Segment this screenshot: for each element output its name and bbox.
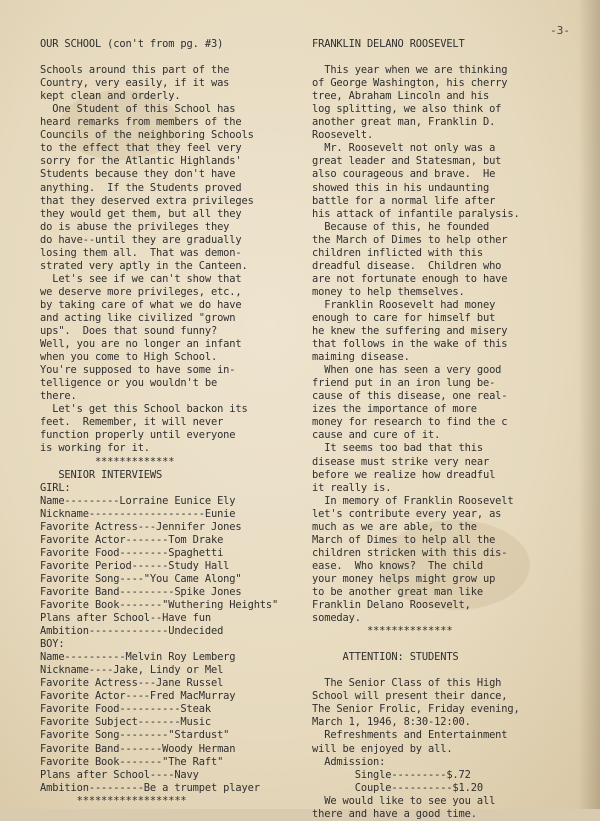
right-column-line: much as we are able, to the xyxy=(312,520,477,533)
left-column-line: and acting like civilized "grown xyxy=(40,311,236,324)
left-column-line: Name---------Lorraine Eunice Ely xyxy=(40,494,236,507)
left-column-line: Nickname----Jake, Lindy or Mel xyxy=(40,664,224,677)
left-column-line: Plans after School----Navy xyxy=(40,768,199,781)
left-column-line: Favorite Subject-------Music xyxy=(40,716,211,729)
right-column-line: Admission: xyxy=(312,755,386,768)
left-column-line: we deserve more privileges, etc., xyxy=(40,285,242,298)
right-column-line: School will present their dance, xyxy=(312,690,508,703)
right-column-line: dreadful disease. Children who xyxy=(312,259,502,272)
right-column-line: log splitting, we also think of xyxy=(312,103,502,116)
right-column-line: Franklin Roosevelt had money xyxy=(312,298,496,311)
left-column-line: Favorite Food--------Spaghetti xyxy=(40,546,224,559)
right-column-line: It seems too bad that this xyxy=(312,442,483,455)
left-column-line: there. xyxy=(40,390,77,403)
right-column-line: The Senior Frolic, Friday evening, xyxy=(312,703,520,716)
left-column-line: Favorite Actress---Jane Russel xyxy=(40,677,224,690)
left-column-line: telligence or you wouldn't be xyxy=(40,377,218,390)
right-column-line: it really is. xyxy=(312,481,392,494)
left-column-line: feet. Remember, it will never xyxy=(40,416,224,429)
left-column-line: function properly until everyone xyxy=(40,429,236,442)
right-column-line: let's contribute every year, as xyxy=(312,507,502,520)
left-column-line: Favorite Actress---Jennifer Jones xyxy=(40,520,242,533)
left-column-line: SENIOR INTERVIEWS xyxy=(40,468,163,481)
right-column-line: March 1, 1946, 8:30-12:00. xyxy=(312,716,471,729)
right-column-line: he knew the suffering and misery xyxy=(312,325,508,338)
right-column-line: Because of this, he founded xyxy=(312,220,490,233)
right-column-line: his attack of infantile paralysis. xyxy=(312,207,520,220)
right-column-line: ease. Who knows? The child xyxy=(312,559,483,572)
left-column-line: Favorite Period------Study Hall xyxy=(40,559,230,572)
page-edge-shadow xyxy=(578,0,600,809)
left-column-line: GIRL: xyxy=(40,481,71,494)
right-column-line: cause and cure of it. xyxy=(312,429,441,442)
right-column-line: children stricken with this dis- xyxy=(312,546,508,559)
left-column-line: Favorite Book-------"Wuthering Heights" xyxy=(40,599,279,612)
right-column-line: The Senior Class of this High xyxy=(312,677,502,690)
right-column-line: showed this in his undaunting xyxy=(312,181,490,194)
right-column-line: enough to care for himself but xyxy=(312,311,496,324)
left-column-line: Let's get this School backon its xyxy=(40,403,248,416)
left-column-line: Plans after School--Have fun xyxy=(40,612,211,625)
right-column-line: FRANKLIN DELANO ROOSEVELT xyxy=(312,38,465,50)
right-column-line: the March of Dimes to help other xyxy=(312,233,508,246)
right-column-line: In memory of Franklin Roosevelt xyxy=(312,494,514,507)
left-column-line: do have--until they are gradually xyxy=(40,233,242,246)
right-column-line: Mr. Roosevelt not only was a xyxy=(312,142,496,155)
left-column-line: One Student of this School has xyxy=(40,103,236,116)
right-column-line: friend put in an iron lung be- xyxy=(312,377,496,390)
left-column-line: they would get them, but all they xyxy=(40,207,242,220)
right-column-line: This year when we are thinking xyxy=(312,64,508,77)
right-column-line xyxy=(312,638,574,651)
left-column-line: OUR SCHOOL (con't from pg. #3) xyxy=(40,38,224,50)
right-column-line: We would like to see you all xyxy=(312,794,496,807)
right-column-line: ************** xyxy=(312,625,453,638)
left-column-line: is working for it. xyxy=(40,442,150,455)
left-column-line: Favorite Band-------Woody Herman xyxy=(40,742,236,755)
left-column-line: Favorite Book-------"The Raft" xyxy=(40,755,224,768)
left-column-line: kept clean and orderly. xyxy=(40,90,181,103)
left-column-line: do is abuse the privileges they xyxy=(40,220,230,233)
left-column-line: losing them all. That was demon- xyxy=(40,246,242,259)
left-column-line: Ambition---------Be a trumpet player xyxy=(40,781,260,794)
right-column-line: March of Dimes to help all the xyxy=(312,533,496,546)
left-column-line: Favorite Food----------Steak xyxy=(40,703,211,716)
right-column-line: before we realize how dreadful xyxy=(312,468,496,481)
left-column-line: sorry for the Atlantic Highlands' xyxy=(40,155,242,168)
right-column-line: Couple----------$1.20 xyxy=(312,781,483,794)
left-column-line: that they deserved extra privileges xyxy=(40,194,254,207)
left-column-line: Students because they don't have xyxy=(40,168,236,181)
right-column-line: another great man, Franklin D. xyxy=(312,116,496,129)
left-column-line: BOY: xyxy=(40,638,65,651)
left-column-line: You're supposed to have some in- xyxy=(40,364,236,377)
left-column-line xyxy=(40,51,298,64)
right-column-line: money for research to find the c xyxy=(312,416,508,429)
right-column-line: of George Washington, his cherry xyxy=(312,77,508,90)
left-column-line: Name----------Melvin Roy Lemberg xyxy=(40,651,236,664)
left-column-line: to the effect that they feel very xyxy=(40,142,242,155)
right-column-line: there and have a good time. xyxy=(312,807,477,820)
right-column-line: your money helps might grow up xyxy=(312,572,496,585)
right-column-line: great leader and Statesman, but xyxy=(312,155,502,168)
right-column-line: When one has seen a very good xyxy=(312,364,502,377)
right-column xyxy=(312,38,574,821)
left-column-line: heard remarks from members of the xyxy=(40,116,242,129)
left-column-line: Let's see if we can't show that xyxy=(40,272,242,285)
left-column-line: by taking care of what we do have xyxy=(40,298,242,311)
right-column-line: someday. xyxy=(312,612,361,625)
left-column-line: Favorite Song--------"Stardust" xyxy=(40,729,230,742)
right-column-line: maiming disease. xyxy=(312,351,410,364)
left-column-line: Well, you are no longer an infant xyxy=(40,338,242,351)
left-column-line: Schools around this part of the xyxy=(40,64,230,77)
left-column-line: ups". Does that sound funny? xyxy=(40,325,218,338)
right-column-line: money to help themselves. xyxy=(312,285,465,298)
right-column-line: Single---------$.72 xyxy=(312,768,471,781)
page-number: -3- xyxy=(550,24,570,37)
right-column-line: tree, Abraham Lincoln and his xyxy=(312,90,490,103)
right-column-line xyxy=(312,51,574,64)
left-column-line: anything. If the Students proved xyxy=(40,181,242,194)
right-column-line: are not fortunate enough to have xyxy=(312,272,508,285)
right-column-line: Roosevelt. xyxy=(312,129,374,142)
right-column-line: cause of this disease, one real- xyxy=(312,390,508,403)
right-column-line: children inflicted with this xyxy=(312,246,483,259)
right-column-line: to be another great man like xyxy=(312,585,483,598)
left-column-line: strated very aptly in the Canteen. xyxy=(40,259,248,272)
left-column-line: when you come to High School. xyxy=(40,351,218,364)
right-column-line: izes the importance of more xyxy=(312,403,477,416)
right-column-line: also courageous and brave. He xyxy=(312,168,496,181)
left-column-line: ************* xyxy=(40,455,175,468)
left-column-line: Ambition-------------Undecided xyxy=(40,625,224,638)
left-column-line: Nickname-------------------Eunie xyxy=(40,507,236,520)
right-column-line: ATTENTION: STUDENTS xyxy=(312,651,459,664)
left-column-line: Favorite Band---------Spike Jones xyxy=(40,585,242,598)
left-column-line: Favorite Actor----Fred MacMurray xyxy=(40,690,236,703)
right-column-line: battle for a normal life after xyxy=(312,194,496,207)
left-column-line: Country, very easily, if it was xyxy=(40,77,230,90)
left-column-line: Favorite Song----"You Came Along" xyxy=(40,572,242,585)
right-column-line: that follows in the wake of this xyxy=(312,338,508,351)
left-column-line: Councils of the neighboring Schools xyxy=(40,129,254,142)
right-column-line: will be enjoyed by all. xyxy=(312,742,453,755)
right-column-line: Franklin Delano Roosevelt, xyxy=(312,599,471,612)
right-column-line xyxy=(312,664,574,677)
right-column-line: disease must strike very near xyxy=(312,455,490,468)
left-column-line: Favorite Actor-------Tom Drake xyxy=(40,533,224,546)
right-column-line: Refreshments and Entertainment xyxy=(312,729,508,742)
left-column-line: ****************** xyxy=(40,794,187,807)
left-column xyxy=(40,38,298,808)
